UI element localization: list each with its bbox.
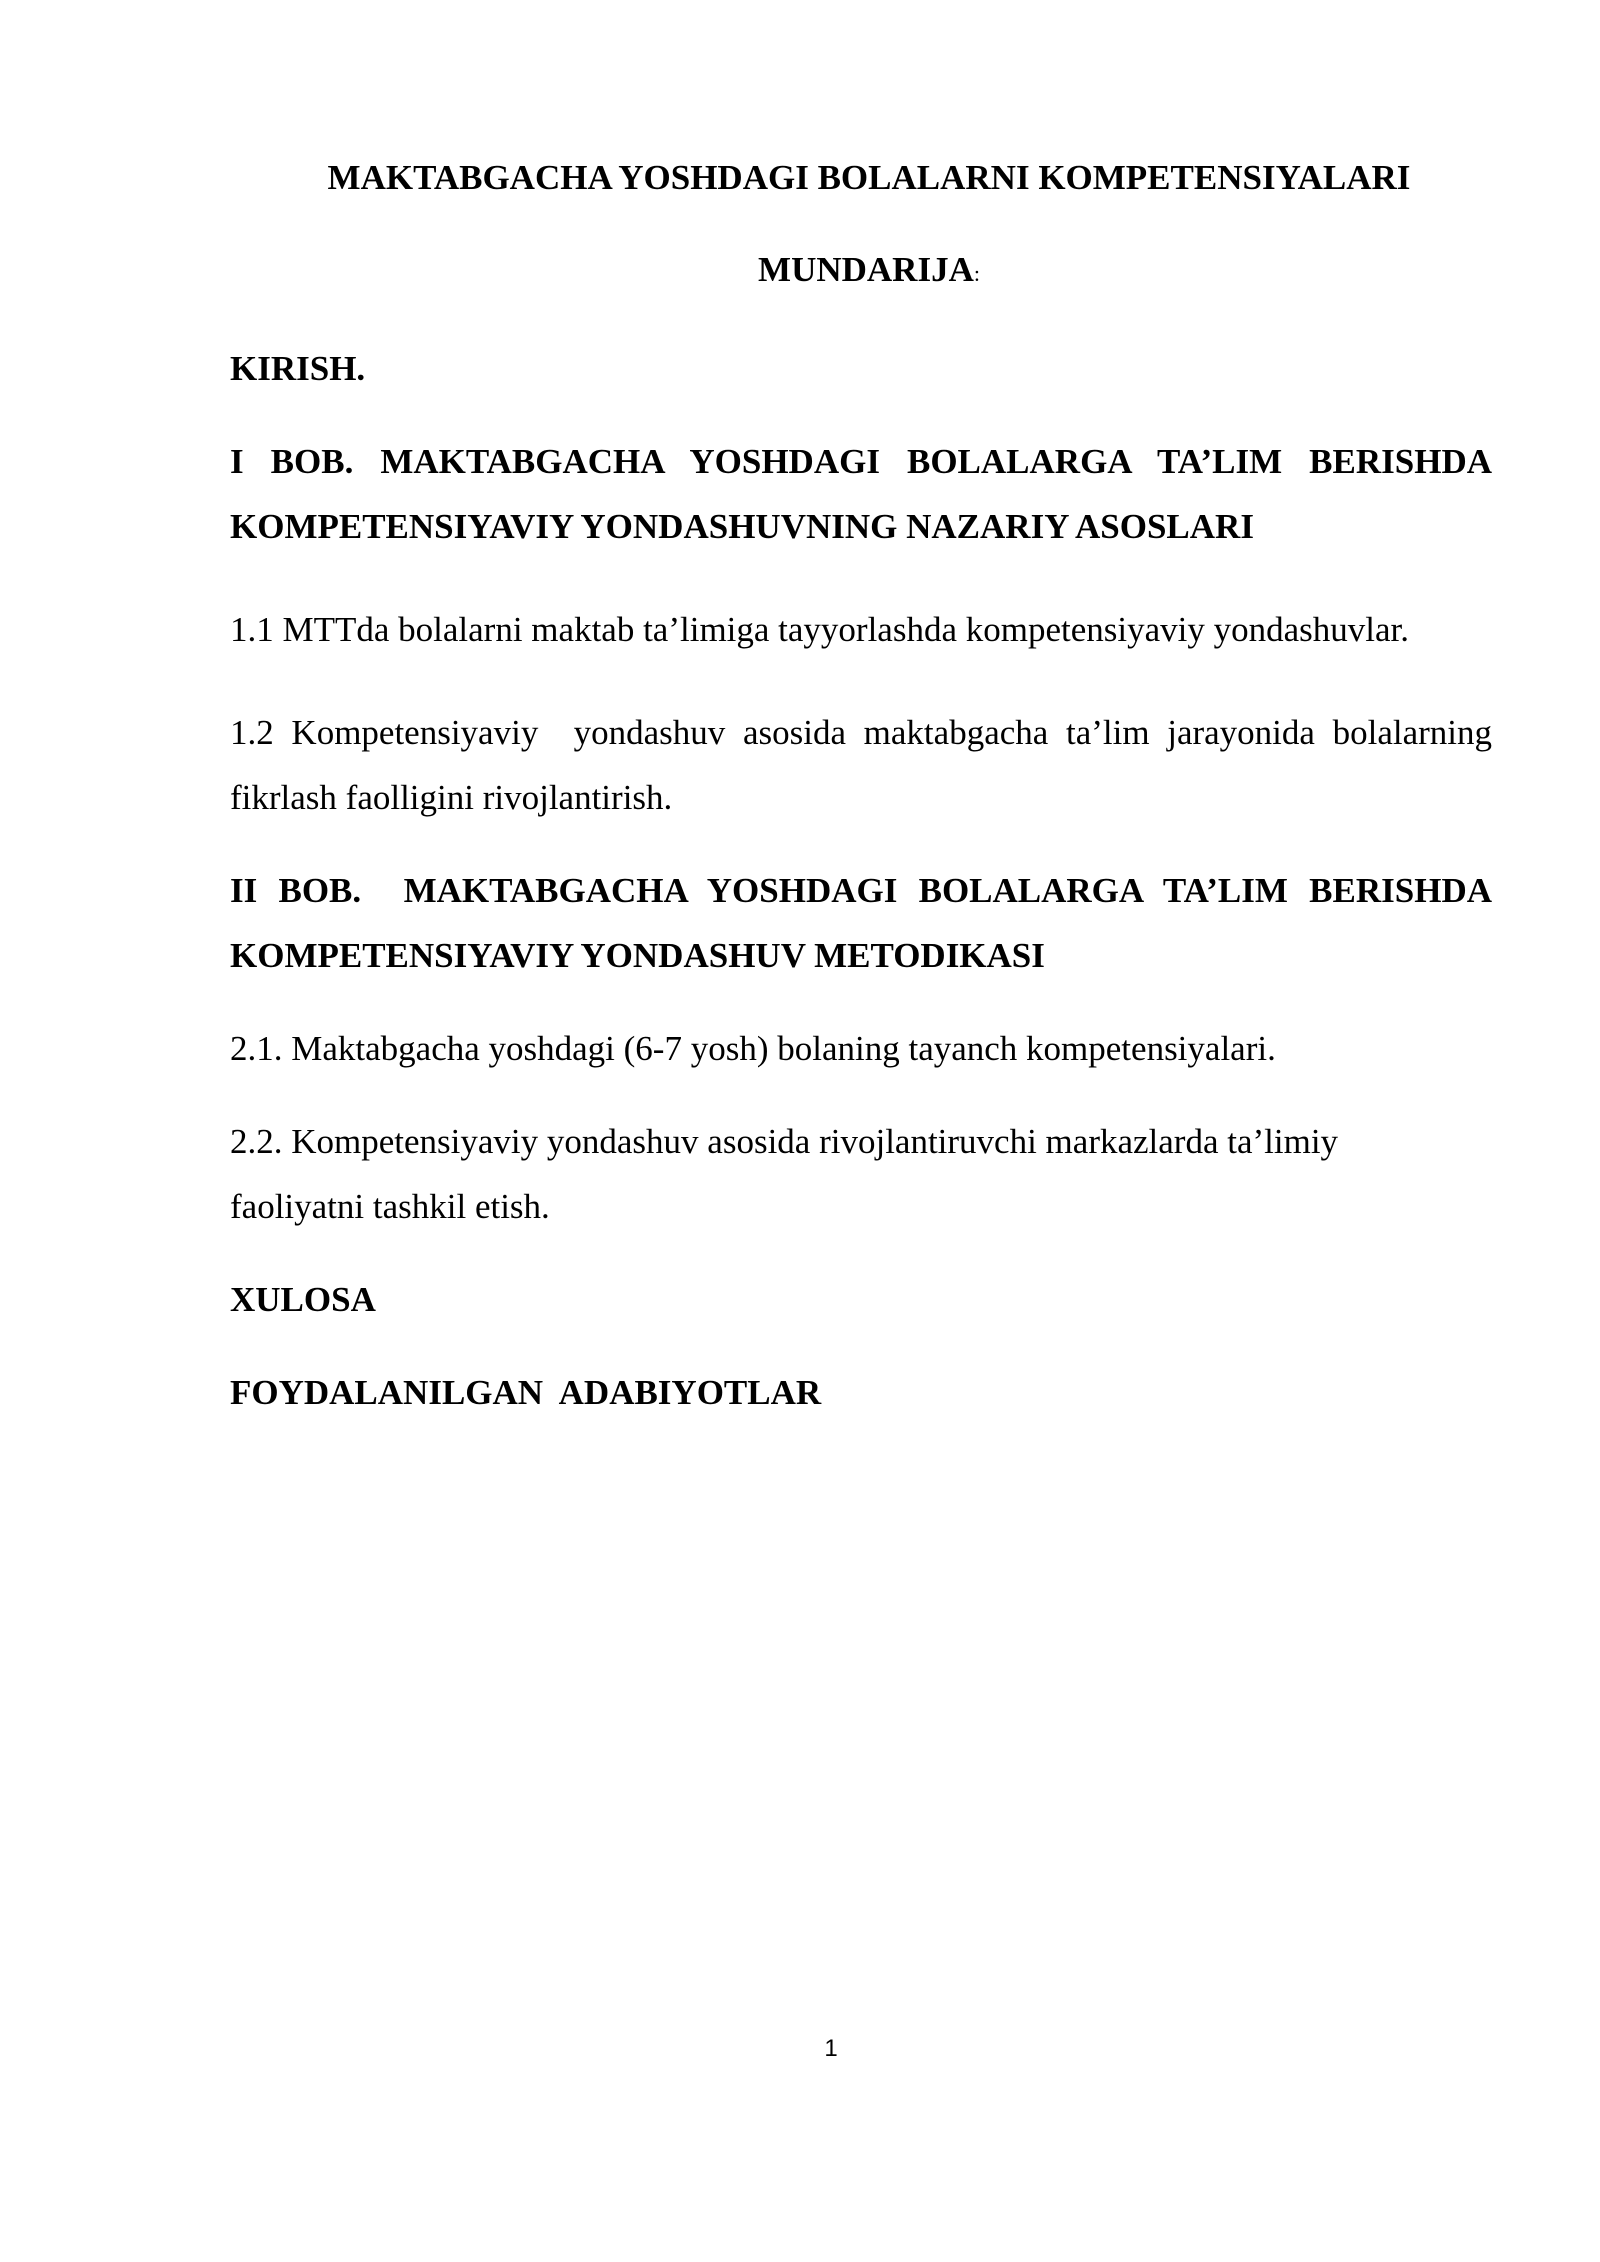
toc-entry-conclusion: XULOSA bbox=[230, 1280, 376, 1319]
toc-entry-references: FOYDALANILGAN ADABIYOTLAR bbox=[230, 1373, 822, 1412]
toc-heading-text: MUNDARIJA bbox=[758, 250, 974, 289]
toc-entry-section-1-1: 1.1 MTTda bolalarni maktab ta’limiga tayyorlashda kompetensiyaviy yondashuvlar. bbox=[230, 610, 1410, 649]
toc-entry-chapter-1: I BOB. MAKTABGACHA YOSHDAGI BOLALARGA TA’LIM BERISHDA KOMPETENSIYAVIY YONDASHUVNING NAZARIY ASOSLARI bbox=[230, 442, 1492, 546]
page-number: 1 bbox=[824, 2035, 838, 2062]
document-title: MAKTABGACHA YOSHDAGI BOLALARNI KOMPETENSIYALARI bbox=[327, 158, 1411, 197]
toc-entry-section-2-1: 2.1. Maktabgacha yoshdagi (6-7 yosh) bolaning tayanch kompetensiyalari. bbox=[230, 1029, 1276, 1068]
toc-entry-section-1-2: 1.2 Kompetensiyaviy yondashuv asosida maktabgacha ta’lim jarayonida bolalarning fikrlash faolligini rivojlantirish. bbox=[230, 713, 1501, 817]
page-content bbox=[230, 148, 1501, 1453]
toc-entry-chapter-2: II BOB. MAKTABGACHA YOSHDAGI BOLALARGA TA’LIM BERISHDA KOMPETENSIYAVIY YONDASHUV METODIKASI bbox=[230, 871, 1501, 975]
toc-heading-colon: : bbox=[973, 261, 980, 286]
toc-entry-introduction: KIRISH. bbox=[230, 349, 366, 388]
toc-heading bbox=[230, 240, 1492, 304]
toc-entry-section-2-2: 2.2. Kompetensiyaviy yondashuv asosida rivojlantiruvchi markazlarda ta’limiy faoliyatni tashkil etish. bbox=[230, 1122, 1339, 1226]
